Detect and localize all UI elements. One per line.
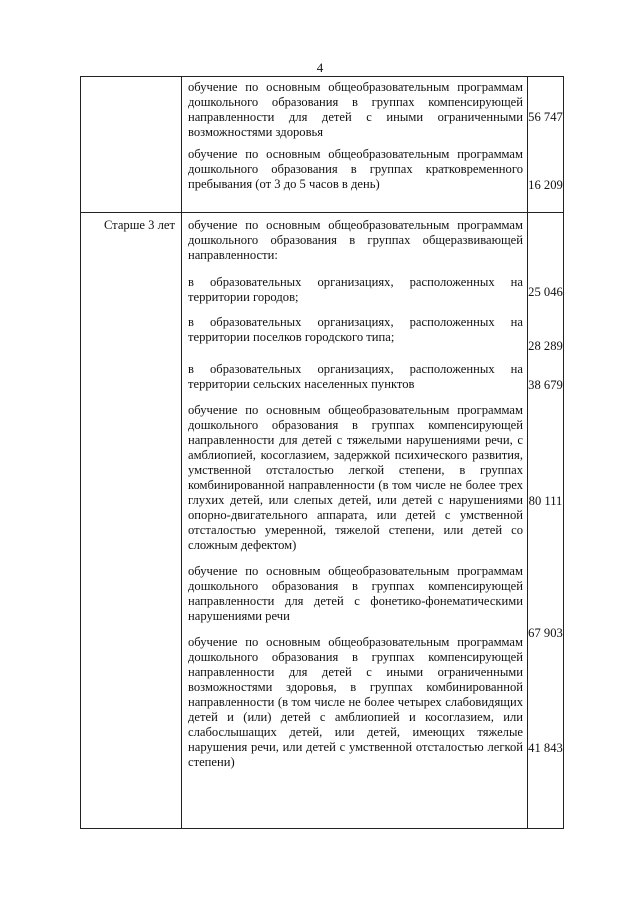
value-text: 28 289 [528,339,563,353]
description-item: обучение по основным общеобразовательным программам дошкольного образования в группах общеразвивающей направленности: [188,218,523,262]
description-cell [182,213,528,829]
value-text: 41 843 [528,741,563,755]
description-item: обучение по основным общеобразовательным программам дошкольного образования в группах компенсирующей направленности для детей с иными ограниченными возможностями здоровья, в группах комбинированной направленности (в том числе не более четырех слабовидящих детей и (или) детей с амблиопией и косоглазием, или слабослышащих детей, или детей, имеющих тяжелые нарушения речи, или детей с умственной отсталостью легкой степени) [188,635,523,769]
value-text: 16 209 [528,178,563,192]
value-text: 67 903 [528,626,563,640]
description-item: в образовательных организациях, расположенных на территории поселков городского типа; [188,315,523,344]
age-cell [81,213,182,829]
table-row-older-than-3 [81,213,564,829]
value-text: 38 679 [528,378,563,392]
value-text: 80 111 [528,494,563,508]
age-cell [81,77,182,213]
value-cell [528,77,564,213]
tariff-table [80,76,564,829]
description-item: в образовательных организациях, расположенных на территории городов; [188,275,523,304]
page-number: 4 [316,60,324,75]
description-item: обучение по основным общеобразовательным программам дошкольного образования в группах компенсирующей направленности для детей с фонетико-фонематическими нарушениями речи [188,564,523,623]
age-label [81,77,181,82]
description-item: обучение по основным общеобразовательным программам дошкольного образования в группах кратковременного пребывания (от 3 до 5 часов в день) [188,147,523,191]
description-item: в образовательных организациях, расположенных на территории сельских населенных пунктов [188,362,523,391]
value-text: 56 747 [528,110,563,124]
value-cell [528,213,564,829]
table-row-continued [81,77,564,213]
description-cell [182,77,528,213]
value-text: 25 046 [528,285,563,299]
age-label: Старше 3 лет [103,218,175,232]
description-item: обучение по основным общеобразовательным программам дошкольного образования в группах компенсирующей направленности для детей с иными ограниченными возможностями здоровья [188,80,523,139]
description-item: обучение по основным общеобразовательным программам дошкольного образования в группах компенсирующей направленности для детей с тяжелыми нарушениями речи, с амблиопией, косоглазием, задержкой психического развития, умственной отсталостью легкой степени, в группах комбинированной направленности (в том числе не более трех глухих детей, или слепых детей, или детей с нарушениями опорно-двигательного аппарата, или детей с умственной отсталостью умеренной, тяжелой степени, или детей со сложным дефектом) [188,403,523,552]
